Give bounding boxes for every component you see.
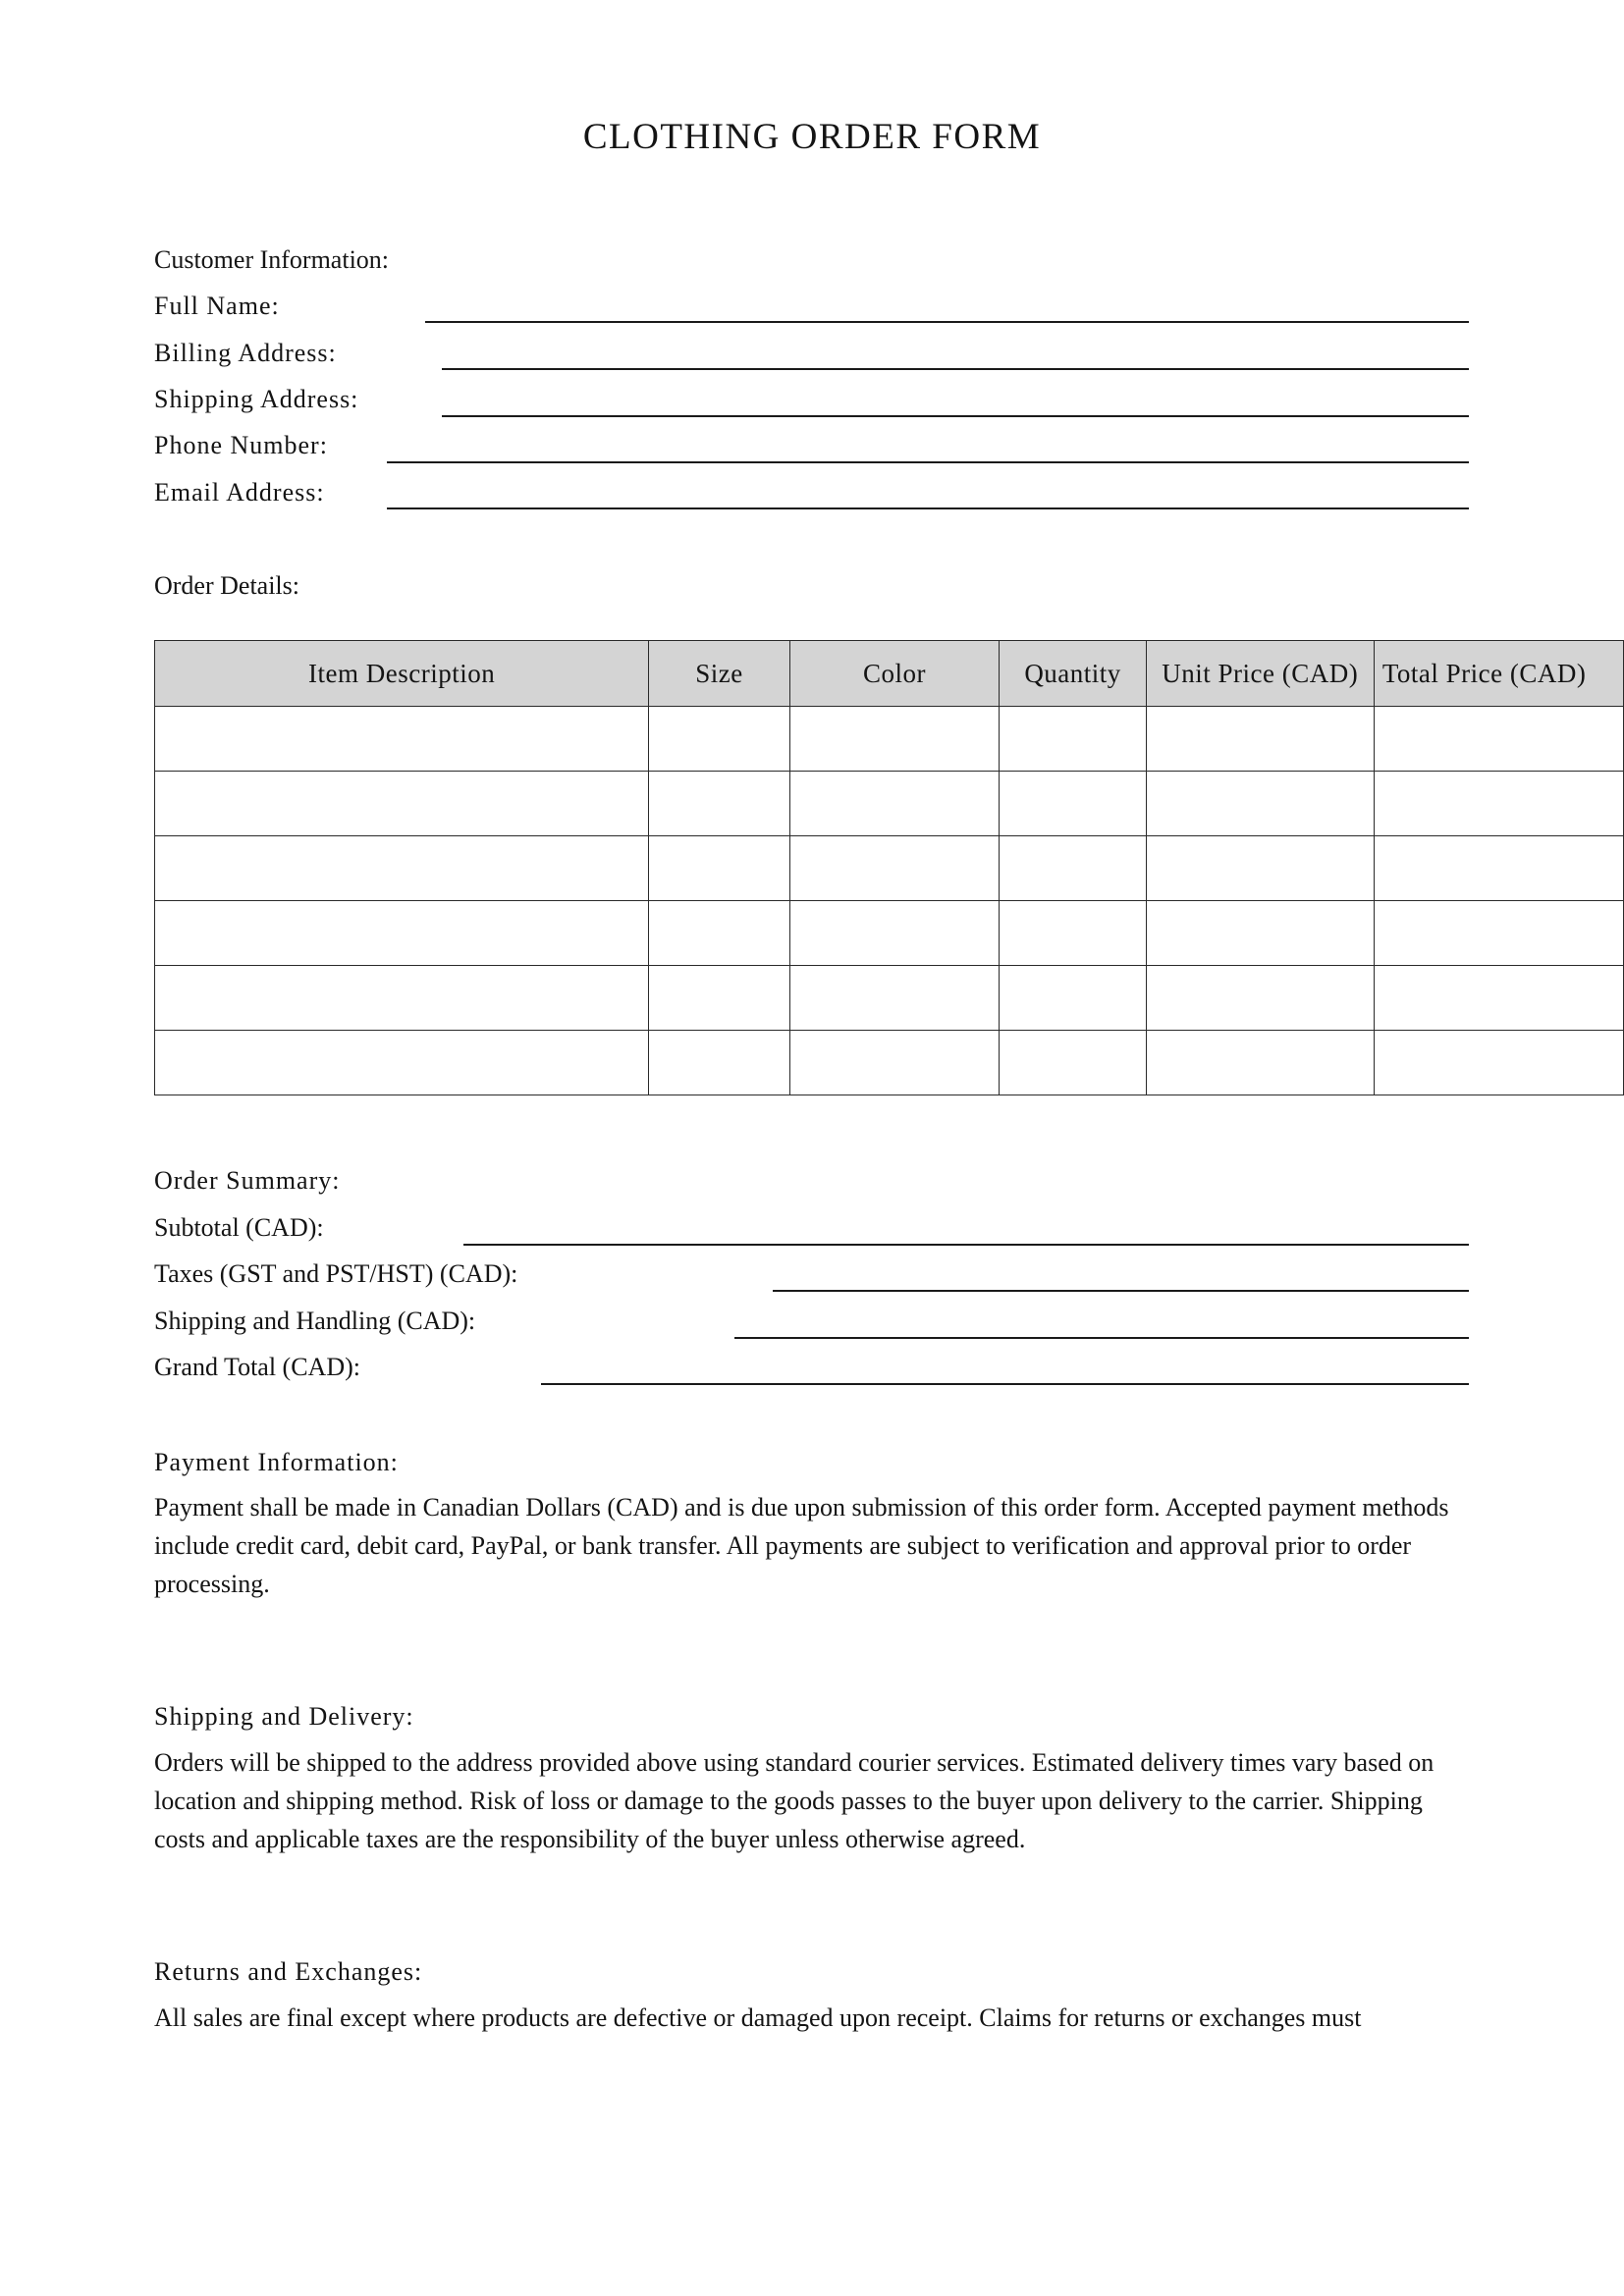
table-cell[interactable] xyxy=(789,772,1000,836)
table-cell[interactable] xyxy=(155,772,649,836)
phone-number-field[interactable] xyxy=(387,461,1469,463)
table-cell[interactable] xyxy=(649,1031,789,1095)
subtotal-field[interactable] xyxy=(463,1244,1469,1246)
table-cell[interactable] xyxy=(649,772,789,836)
table-cell[interactable] xyxy=(1000,966,1146,1031)
table-cell[interactable] xyxy=(789,836,1000,901)
table-cell[interactable] xyxy=(649,836,789,901)
returns-exchanges-heading: Returns and Exchanges: xyxy=(154,1957,423,1986)
customer-info-heading: Customer Information: xyxy=(154,245,390,274)
subtotal-label: Subtotal (CAD): xyxy=(154,1213,324,1242)
table-cell[interactable] xyxy=(1000,772,1146,836)
table-cell[interactable] xyxy=(649,901,789,966)
grand-total-label: Grand Total (CAD): xyxy=(154,1353,360,1381)
column-header-color: Color xyxy=(789,641,1000,707)
billing-address-label: Billing Address: xyxy=(154,339,337,367)
table-cell[interactable] xyxy=(1374,901,1623,966)
table-cell[interactable] xyxy=(789,966,1000,1031)
table-header-row xyxy=(155,641,1624,707)
column-header-unit-price: Unit Price (CAD) xyxy=(1146,641,1374,707)
table-row xyxy=(155,966,1624,1031)
table-cell[interactable] xyxy=(789,901,1000,966)
table-cell[interactable] xyxy=(1000,901,1146,966)
full-name-label: Full Name: xyxy=(154,292,280,320)
shipping-handling-label: Shipping and Handling (CAD): xyxy=(154,1307,476,1335)
shipping-address-field[interactable] xyxy=(442,415,1469,417)
table-cell[interactable] xyxy=(1374,836,1623,901)
table-cell[interactable] xyxy=(789,1031,1000,1095)
table-cell[interactable] xyxy=(789,707,1000,772)
shipping-delivery-text: Orders will be shipped to the address provided above using standard courier services. Estimated delivery times vary based on location and shipping method. Risk of loss or damage to the goods passes to the buyer upon delivery to the carrier. Shipping costs and applicable taxes are the responsibility of the buyer unless otherwise agreed. xyxy=(154,1748,1435,1853)
table-cell[interactable] xyxy=(1374,772,1623,836)
table-cell[interactable] xyxy=(1374,966,1623,1031)
table-row xyxy=(155,707,1624,772)
column-header-size: Size xyxy=(649,641,789,707)
full-name-field[interactable] xyxy=(425,321,1469,323)
shipping-handling-field[interactable] xyxy=(734,1337,1469,1339)
column-header-quantity: Quantity xyxy=(1000,641,1146,707)
table-row xyxy=(155,1031,1624,1095)
email-address-label: Email Address: xyxy=(154,478,325,507)
table-row xyxy=(155,836,1624,901)
table-cell[interactable] xyxy=(1146,966,1374,1031)
table-cell[interactable] xyxy=(155,901,649,966)
email-address-field[interactable] xyxy=(387,507,1469,509)
payment-info-heading: Payment Information: xyxy=(154,1448,399,1476)
phone-number-label: Phone Number: xyxy=(154,431,328,459)
column-header-total-price: Total Price (CAD) xyxy=(1374,641,1623,707)
table-cell[interactable] xyxy=(1000,707,1146,772)
table-cell[interactable] xyxy=(155,1031,649,1095)
table-cell[interactable] xyxy=(155,707,649,772)
table-cell[interactable] xyxy=(649,966,789,1031)
table-cell[interactable] xyxy=(155,836,649,901)
shipping-delivery-heading: Shipping and Delivery: xyxy=(154,1702,414,1731)
table-cell[interactable] xyxy=(1000,836,1146,901)
table-cell[interactable] xyxy=(1146,1031,1374,1095)
order-items-table-wrapper xyxy=(154,640,1624,1101)
table-cell[interactable] xyxy=(1374,1031,1623,1095)
order-details-heading: Order Details: xyxy=(154,571,300,600)
table-cell[interactable] xyxy=(155,966,649,1031)
order-items-table xyxy=(154,640,1624,1095)
table-cell[interactable] xyxy=(1374,707,1623,772)
table-row xyxy=(155,901,1624,966)
column-header-item-description: Item Description xyxy=(155,641,649,707)
page-title: CLOTHING ORDER FORM xyxy=(582,117,1042,157)
shipping-address-label: Shipping Address: xyxy=(154,385,359,413)
table-cell[interactable] xyxy=(1146,836,1374,901)
table-cell[interactable] xyxy=(1146,707,1374,772)
table-cell[interactable] xyxy=(1146,901,1374,966)
billing-address-field[interactable] xyxy=(442,368,1469,370)
taxes-label: Taxes (GST and PST/HST) (CAD): xyxy=(154,1259,518,1288)
order-summary-heading: Order Summary: xyxy=(154,1166,341,1195)
table-row xyxy=(155,772,1624,836)
table-cell[interactable] xyxy=(1000,1031,1146,1095)
grand-total-field[interactable] xyxy=(541,1383,1469,1385)
returns-exchanges-text: All sales are final except where products are defective or damaged upon receipt. Claims for returns or exchanges must xyxy=(154,2003,1362,2032)
table-cell[interactable] xyxy=(649,707,789,772)
table-cell[interactable] xyxy=(1146,772,1374,836)
order-items-body xyxy=(155,707,1624,1095)
taxes-field[interactable] xyxy=(773,1290,1469,1292)
payment-info-text: Payment shall be made in Canadian Dollars (CAD) and is due upon submission of this order form. Accepted payment methods include credit card, debit card, PayPal, or bank transfer. All payments are subject to verification and approval prior to order processing. xyxy=(154,1493,1449,1598)
